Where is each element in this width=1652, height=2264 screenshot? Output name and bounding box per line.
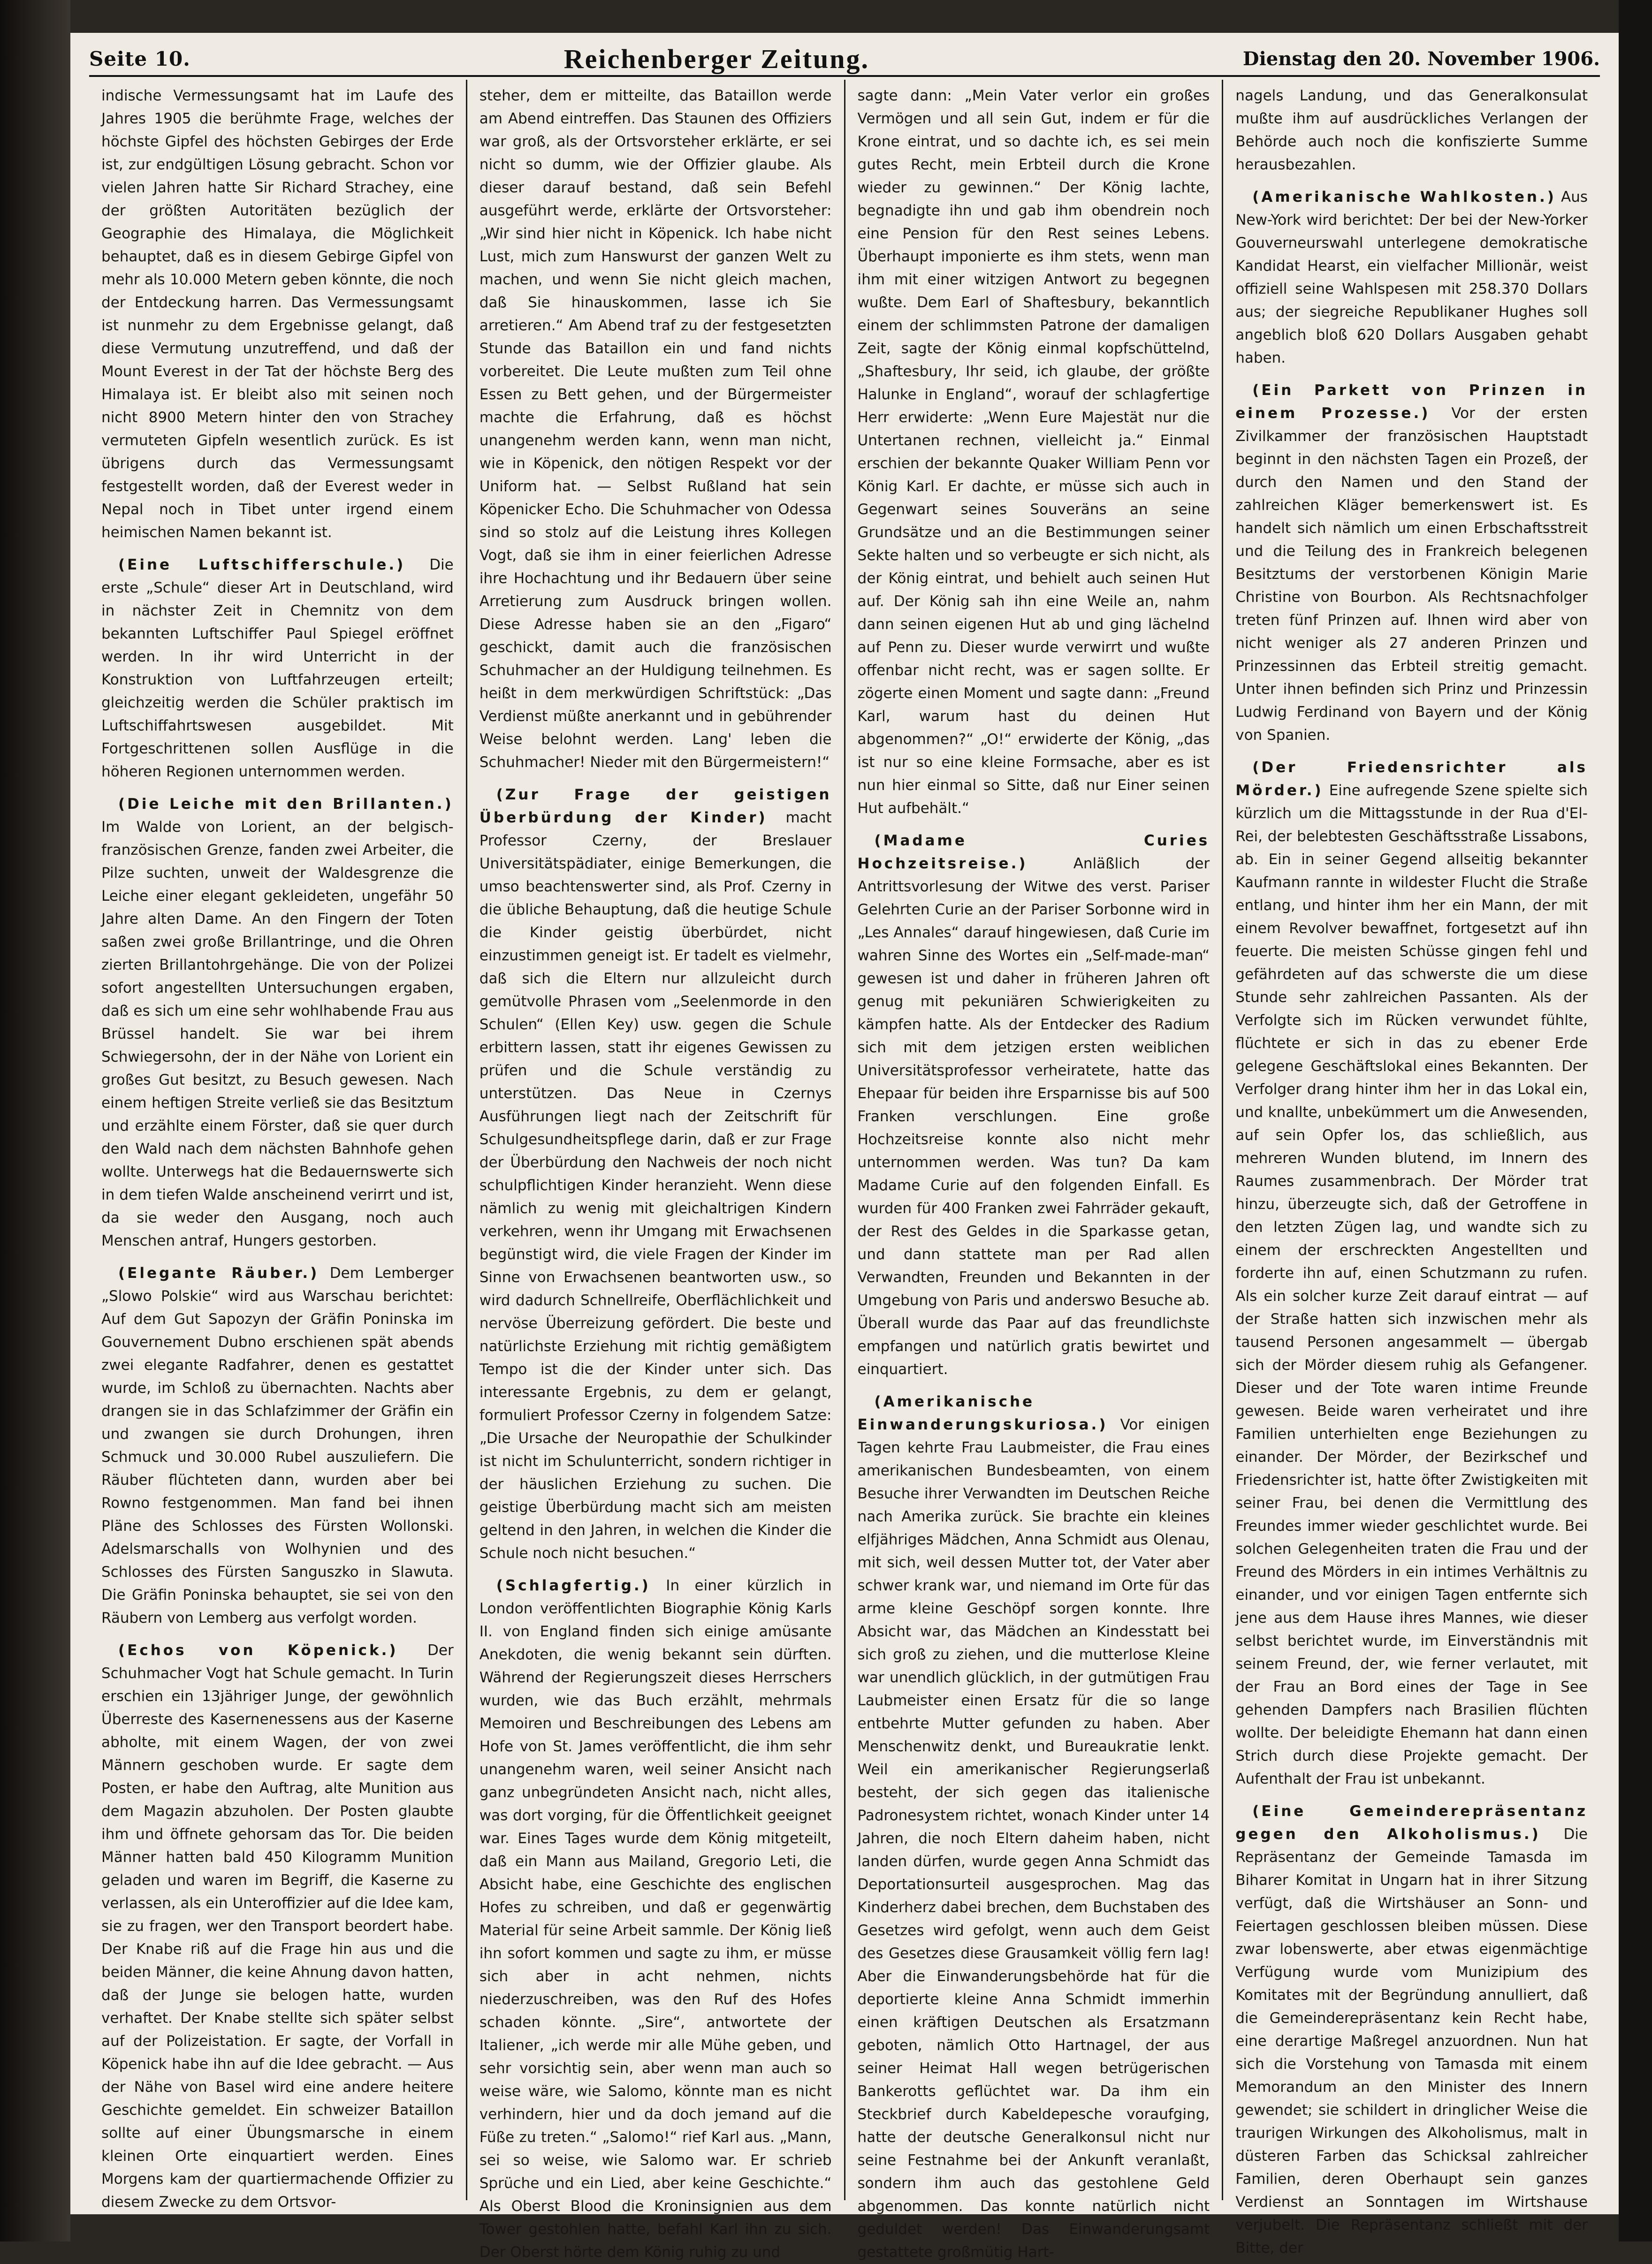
article-text: sagte dann: „Mein Vater verlor ein großes Vermögen und all sein Gut, indem er für die Krone eintrat, und so dachte ich, es sei mein gutes Recht, mein Erbteil durch die Krone wieder zu gewinnen.“ Der König lachte, begnadigte ihn und gab ihm obendrein noch eine Pension für den Rest seines Lebens. Überhaupt imponierte es ihm stets, wenn man ihm mit einer witzigen Antwort zu begegnen wußte. Dem Earl of Shaftesbury, bekanntlich einem der schlimmsten Patrone der damaligen Zeit, sagte der König einmal kopfschüttelnd, „Shaftesbury, Ihr seid, ich glaube, der größte Halunke in England“, worauf der schlagfertige Herr erwiderte: „Wenn Eure Majestät nur die Untertanen rechnen, vielleicht ja.“ Einmal erschien der bekannte Quaker William Penn vor König Karl. Er dachte, er müsse sich auch in Gegenwart seines Souveräns an seine Grundsätze und an die Bestimmungen seiner Sekte halten und so verbeugte er sich nicht, als der König eintrat, und behielt auch seinen Hut auf. Der König sah ihn eine Weile an, nahm dann seinen eigenen Hut ab und ging lächelnd auf Penn zu. Dieser wurde verwirrt und wußte offenbar nicht recht, was er sagen sollte. Er zögerte einen Moment und sagte dann: „Freund Karl, warum hast du deinen Hut abgenommen?“ „O!“ erwiderte der König, „das ist nur so eine kleine Formsache, aber es ist nun hier einmal so Sitte, daß nur Einer seinen Hut aufbehält.“ bbox=[857, 87, 1210, 817]
column-1 bbox=[89, 80, 467, 2211]
article-heading: (Amerikanische Wahlkosten.) bbox=[1252, 189, 1556, 205]
article-heading: (Schlagfertig.) bbox=[496, 1577, 651, 1594]
article-paragraph bbox=[101, 1262, 454, 1630]
article-heading: (Elegante Räuber.) bbox=[118, 1265, 320, 1282]
article-text: indische Vermessungsamt hat im Laufe des Jahres 1905 die berühmte Frage, welches der höchste Gipfel des höchsten Gebirges der Erde ist, zur endgültigen Lösung gebracht. Schon vor vielen Jahren hatte Sir Richard Strachey, eine der größten Autoritäten bezüglich der Geographie des Himalaya, die Möglichkeit behauptet, daß es in diesem Gebirge Gipfel von mehr als 10.000 Metern geben könnte, die noch der Entdeckung harren. Das Vermessungsamt ist nunmehr zu dem Ergebnisse gelangt, daß diese Vermutung unzutreffend, und daß der Mount Everest in der Tat der höchste Berg des Himalaya ist. Er bleibt also mit seinen noch nicht 8900 Metern hinter den von Strachey vermuteten Gipfeln wesentlich zurück. Es ist übrigens durch das Vermessungsamt festgestellt worden, daß der Everest weder in Nepal noch in Tibet unter irgend einem heimischen Namen bekannt ist. bbox=[101, 87, 454, 541]
masthead bbox=[89, 42, 1600, 77]
article-paragraph bbox=[1235, 756, 1588, 1791]
scan-edge-right bbox=[1619, 0, 1652, 2241]
article-text: Vor einigen Tagen kehrte Frau Laubmeister, die Frau eines amerikanischen Bundesbeamten, von einem Besuche ihrer Verwandten im Deutschen Reiche nach Amerika zurück. Sie brachte ein kleines elfjähriges Mädchen, Anna Schmidt aus Olenau, mit sich, weil dessen Mutter tot, der Vater aber schwer krank war, und niemand im Orte für das arme kleine Geschöpf sorgen konnte. Ihre Absicht war, das Mädchen an Kindesstatt bei sich groß zu ziehen, und die mutterlose Kleine war unendlich glücklich, in der gutmütigen Frau Laubmeister einen Ersatz für die so lange entbehrte Mutter gefunden zu haben. Aber Menschenwitz denkt, und Bureaukratie lenkt. Weil ein amerikanischer Regierungserlaß besteht, der sich gegen das italienische Padronesystem richtet, wonach Kinder unter 14 Jahren, die noch Eltern daheim haben, nicht landen dürfen, wurde gegen Anna Schmidt das Deportationsurteil ausgesprochen. Mag das Kinderherz dabei brechen, dem Buchstaben des Gesetzes wird gefolgt, wenn auch dem Geist des Gesetzes diese Grausamkeit völlig fern lag! Aber die Einwanderungsbehörde hat für die deportierte kleine Anna Schmidt immerhin einen kräftigen Deutschen als Ersatzmann geboten, nämlich Otto Hartnagel, der aus seiner Heimat Hall wegen betrügerischen Bankerotts geflüchtet war. Da ihm ein Steckbrief durch Kabeldepesche voraufging, hatte der deutsche Generalkonsul nicht nur seine Festnahme bei der Ankunft veranlaßt, sondern ihm auch das gestohlene Geld abgenommen. Das konnte natürlich nicht geduldet werden! Das Einwanderungsamt gestattete großmütig Hart- bbox=[857, 1416, 1210, 2261]
newspaper-title: Reichenberger Zeitung. bbox=[563, 43, 870, 74]
column-2 bbox=[467, 80, 845, 2261]
article-text: Im Walde von Lorient, an der belgisch-französischen Grenze, fanden zwei Arbeiter, die Pilze suchten, unweit der Waldesgrenze die Leiche einer elegant gekleideten, ungefähr 50 Jahre alten Dame. An den Fingern der Toten saßen zwei große Brillantringe, und die Ohren zierten Brillantohrgehänge. Die von der Polizei sofort angestellten Untersuchungen ergaben, daß es sich um eine sehr wohlhabende Frau aus Brüssel handelt. Sie war bei ihrem Schwiegersohn, der in der Nähe von Lorient ein großes Gut besitzt, zu Besuch gewesen. Nach einem heftigen Streite verließ sie das Besitztum und erzählte einem Förster, daß sie quer durch den Wald nach dem nächsten Bahnhofe gehen wollte. Unterwegs hat die Bedauernswerte sich in dem tiefen Walde anscheinend verirrt und ist, da sie weder den Ausgang, noch auch Menschen antraf, Hungers gestorben. bbox=[101, 819, 454, 1249]
article-text: Dem Lemberger „Slowo Polskie“ wird aus Warschau berichtet: Auf dem Gut Sapozyn der Gräfin Poninska im Gouvernement Dubno erschienen spät abends zwei elegante Radfahrer, denen es gestattet wurde, im Schloß zu übernachten. Nachts aber drangen sie in das Schlafzimmer der Gräfin ein und zwangen sie durch Drohungen, ihren Schmuck und 30.000 Rubel auszuliefern. Die Räuber flüchteten dann, wurden aber bei Rowno festgenommen. Man fand bei ihnen Pläne des Schlosses des Fürsten Wollonski. Adelsmarschalls von Wolhynien und des Schlosses des Fürsten Sanguszko in Slawuta. Die Gräfin Poninska behauptet, sie sei von den Räubern von Lemberg aus verfolgt worden. bbox=[101, 1265, 454, 1626]
article-paragraph bbox=[1235, 379, 1588, 747]
newspaper-page bbox=[70, 33, 1619, 2261]
article-paragraph bbox=[1235, 186, 1588, 370]
article-heading: (Echos von Köpenick.) bbox=[118, 1642, 398, 1659]
article-heading: (Der Friedensrichter als Mörder.) bbox=[1235, 759, 1588, 799]
article-paragraph bbox=[101, 793, 454, 1253]
article-paragraph bbox=[480, 783, 832, 1565]
article-text: Die Repräsentanz der Gemeinde Tamasda im Biharer Komitat in Ungarn hat in ihrer Sitzung verfügt, daß die Wirtshäuser an Sonn- und Feiertagen geschlossen bleiben müssen. Diese zwar lobenswerte, aber etwas eigenmächtige Verfügung wurde vom Munizipium des Komitates mit der Begründung annulliert, daß die Gemeinderepräsentanz kein Recht habe, eine derartige Maßregel anzuordnen. Nun hat sich die Vorstehung von Tamasda mit einem Memorandum an den Minister des Innern gewendet; sie schildert in dringlicher Weise die traurigen Wirkungen des Alkoholismus, malt in düsteren Farben das Schicksal zahlreicher Familien, deren Oberhaupt sein ganzes Verdienst an Sonntagen im Wirtshause verjubelt. Die Repräsentanz schließt mit der Bitte, der bbox=[1235, 1826, 1588, 2256]
article-paragraph bbox=[858, 1390, 1210, 2264]
article-heading: (Ein Parkett von Prinzen in einem Prozesse.) bbox=[1235, 382, 1588, 422]
article-paragraph bbox=[1235, 1800, 1588, 2260]
article-heading: (Eine Gemeinderepräsentanz gegen den Alkoholismus.) bbox=[1235, 1803, 1588, 1843]
article-heading: (Eine Luftschifferschule.) bbox=[118, 556, 406, 573]
article-text: Der Schuhmacher Vogt hat Schule gemacht. In Turin erschien ein 13jähriger Junge, der gewöhnlich Überreste des Kasernenessens aus der Kaserne abholte, mit einem Wagen, der von zwei Männern geschoben wurde. Er sagte dem Posten, er habe den Auftrag, alte Munition aus dem Magazin abzuholen. Der Posten glaubte ihm und öffnete gehorsam das Tor. Die beiden Männer hatten bald 450 Kilogramm Munition geladen und waren im Begriff, die Kaserne zu verlassen, als ein Unteroffizier auf die Idee kam, sie zu fragen, wer den Transport beordert habe. Der Knabe riß auf die Frage hin aus und die beiden Männer, die keine Ahnung davon hatten, daß der Junge sie belogen hatte, wurden verhaftet. Der Knabe stellte sich später selbst auf der Polizeistation. Er sagte, der Vorfall in Köpenick habe ihn auf die Idee gebracht. — Aus der Nähe von Basel wird eine andere heitere Geschichte gemeldet. Ein schweizer Bataillon sollte auf einer Übungsmarsche in einem kleinen Orte einquartiert werden. Eines Morgens kam der quartiermachende Offizier zu diesem Zwecke zu dem Ortsvor- bbox=[101, 1642, 454, 2211]
article-columns bbox=[89, 80, 1600, 2261]
article-text: steher, dem er mitteilte, das Bataillon werde am Abend eintreffen. Das Staunen des Offiziers war groß, als der Ortsvorsteher erklärte, er sei nicht so dumm, wie der Offizier glaube. Als dieser darauf bestand, daß sein Befehl ausgeführt werde, erklärte der Ortsvorsteher: „Wir sind hier nicht in Köpenick. Ich habe nicht Lust, mich zum Hanswurst der ganzen Welt zu machen, und wenn Sie nicht gleich machen, daß Sie hinauskommen, lasse ich Sie arretieren.“ Am Abend traf zu der festgesetzten Stunde das Bataillon ein und fand nichts vorbereitet. Die Leute mußten zum Teil ohne Essen zu Bett gehen, und der Bürgermeister machte die Erfahrung, daß es höchst unangenehm werden kann, wenn man nicht, wie in Köpenick, den nötigen Respekt vor der Uniform hat. — Selbst Rußland hat sein Köpenicker Echo. Die Schuhmacher von Odessa sind so stolz auf die Leistung ihres Kollegen Vogt, daß sie ihm in einer feierlichen Adresse ihre Hochachtung und ihr Bedauern über seine Arretierung zum Ausdruck bringen wollen. Diese Adresse haben sie an den „Figaro“ geschickt, damit auch die französischen Schuhmacher an der Huldigung teilnehmen. Es heißt in dem merkwürdigen Schriftstück: „Das Verdienst müßte anerkannt und in gebührender Weise belohnt werden. Lang' leben die Schuhmacher! Nieder mit den Bürgermeistern!“ bbox=[479, 87, 832, 771]
article-text: Aus New-York wird berichtet: Der bei der New-Yorker Gouverneurswahl unterlegene demokratische Kandidat Hearst, ein vielfacher Millionär, weist offiziell seine Wahlspesen mit 258.370 Dollars aus; der siegreiche Republikaner Hughes soll angeblich bloß 620 Dollars Ausgaben gehabt haben. bbox=[1235, 189, 1588, 366]
scan-edge-left bbox=[0, 0, 70, 2241]
article-heading: (Zur Frage der geistigen Überbürdung der Kinder) bbox=[479, 786, 832, 826]
article-text: macht Professor Czerny, der Breslauer Universitätspädiater, einige Bemerkungen, die umso beachtenswerter sind, als Prof. Czerny in die übliche Behauptung, daß die heutige Schule die Kinder geistig überbürdet, nicht einzustimmen geneigt ist. Er tadelt es vielmehr, daß sich die Eltern nur allzuleicht durch gemütvolle Phrasen vom „Seelenmorde in den Schulen“ (Ellen Key) usw. gegen die Schule erbittern lassen, statt ihr eigenes Gewissen zu prüfen und die Schule verständig zu unterstützen. Das Neue in Czernys Ausführungen liegt nach der Zeitschrift für Schulgesundheitspflege darin, daß er zur Frage der Überbürdung den Nachweis der noch nicht schulpflichtigen Kinder heranzieht. Wenn diese nämlich zu wenig mit gleichaltrigen Kindern verkehren, wenn ihr Umgang mit Erwachsenen begünstigt wird, die viele Fragen der Kinder im Sinne von Erwachsenen beantworten usw., so wird dadurch Schnellreife, Oberflächlichkeit und nervöse Überreizung gefördert. Die beste und natürlichste Erziehung mit richtig gemäßigtem Tempo ist die der Kinder unter sich. Das interessante Ergebnis, zu dem er gelangt, formuliert Professor Czerny in folgendem Satze: „Die Ursache der Neuropathie der Schulkinder ist nicht im Schulunterricht, sondern richtiger in der häuslichen Erziehung zu suchen. Die geistige Überbürdung macht sich am meisten geltend in den Jahren, in welchen die Kinder die Schule noch nicht besuchen.“ bbox=[479, 809, 832, 1562]
article-paragraph bbox=[858, 829, 1210, 1381]
column-4 bbox=[1223, 80, 1600, 2256]
column-3 bbox=[845, 80, 1224, 2261]
article-paragraph bbox=[1235, 84, 1588, 176]
article-paragraph bbox=[480, 1574, 832, 2264]
issue-date: Dienstag den 20. November 1906. bbox=[1242, 47, 1600, 70]
article-paragraph bbox=[101, 84, 454, 544]
article-text: Die erste „Schule“ dieser Art in Deutschland, wird in nächster Zeit in Chemnitz von dem bekannten Luftschiffer Paul Spiegel eröffnet werden. In ihr wird Unterricht in der Konstruktion von Luftfahrzeugen erteilt; gleichzeitig werden die Schüler praktisch im Luftschiffahrtswesen ausgebildet. Mit Fortgeschrittenen sollen Ausflüge in die höheren Regionen unternommen werden. bbox=[101, 556, 454, 780]
article-text: Anläßlich der Antrittsvorlesung der Witwe des verst. Pariser Gelehrten Curie an der Pariser Sorbonne wird in „Les Annales“ darauf hingewiesen, daß Curie im wahren Sinne des Wortes ein „Self-made-man“ gewesen ist und daher in früheren Jahren oft genug mit pekuniären Schwierigkeiten zu kämpfen hatte. Als der Entdecker des Radium sich mit dem jetzigen ersten weiblichen Universitätsprofessor verheiratete, hatte das Ehepaar für beiden ihre Ersparnisse bis auf 500 Franken verschlungen. Eine große Hochzeitsreise konnte also nicht mehr unternommen werden. Was tun? Da kam Madame Curie auf den folgenden Einfall. Es wurden für 400 Franken zwei Fahrräder gekauft, der Rest des Geldes in die Sparkasse getan, und dann stattete man per Rad allen Verwandten, Freunden und Bekannten in der Umgebung von Paris und anderswo Besuche ab. Überall wurde das Paar auf das freundlichste empfangen und natürlich gratis bewirtet und einquartiert. bbox=[857, 855, 1210, 1378]
article-text: Vor der ersten Zivilkammer der französischen Hauptstadt beginnt in den nächsten Tagen ein Prozeß, der durch den Namen und den Stand der zahlreichen Kläger bemerkenswert ist. Es handelt sich nämlich um einen Erbschaftsstreit und die Teilung des in Frankreich belegenen Besitztums der verstorbenen Königin Marie Christine von Bourbon. Als Rechtsnachfolger treten fünf Prinzen auf. Ihnen wird aber von nicht weniger als 27 anderen Prinzen und Prinzessinnen das Erbteil streitig gemacht. Unter ihnen befinden sich Prinz und Prinzessin Ludwig Ferdinand von Bayern und der König von Spanien. bbox=[1235, 405, 1588, 744]
article-heading: (Madame Curies Hochzeitsreise.) bbox=[857, 832, 1210, 872]
article-text: Eine aufregende Szene spielte sich kürzlich um die Mittagsstunde in der Rua d'El-Rei, der belebtesten Geschäftsstraße Lissabons, ab. Ein in seiner Gegend allseitig bekannter Kaufmann rannte in wildester Flucht die Straße entlang, und hinter ihm her ein Mann, der mit einem Revolver bewaffnet, fortgesetzt auf ihn feuerte. Die meisten Schüsse gingen fehl und gefährdeten auf das schwerste die um diese Stunde sehr zahlreichen Passanten. Als der Verfolgte sich im Rücken verwundet fühlte, flüchtete er sich in das zu ebener Erde gelegene Geschäftslokal eines Bekannten. Der Verfolger drang hinter ihm her in das Lokal ein, und knallte, unbekümmert um die Anwesenden, auf sein Opfer los, das schließlich, aus mehreren Wunden blutend, im Innern des Raumes zusammenbrach. Der Mörder trat hinzu, überzeugte sich, daß der Getroffene in den letzten Zügen lag, und wandte sich zu einem der erschreckten Angestellten und forderte ihn auf, einen Schutzmann zu rufen. Als ein solcher kurze Zeit darauf eintrat — auf der Straße hatten sich inzwischen mehr als tausend Personen angesammelt — übergab sich der Mörder diesem ruhig als Gefangener. Dieser und der Tote waren intime Freunde gewesen. Beide waren verheiratet und ihre Familien unterhielten enge Beziehungen zu einander. Der Mörder, der Bezirkschef und Friedensrichter ist, hatte öfter Zwistigkeiten mit seiner Frau, bei denen die Vermittlung des Freundes immer wieder geschlichtet wurde. Bei solchen Gelegenheiten traten die Frau und der Freund des Mörders in ein intimes Verhältnis zu einander, und vor einigen Tagen entfernte sich jene aus dem Hause ihres Mannes, wie dieser selbst berichtet wurde, im Einverständnis mit seinem Freund, der, wie ferner verlautet, mit der Frau an Bord eines der Tage in See gehenden Dampfers nach Brasilien flüchten wollte. Der beleidigte Ehemann hat dann einen Strich durch diese Projekte gemacht. Der Aufenthalt der Frau ist unbekannt. bbox=[1235, 782, 1588, 1787]
article-heading: (Amerikanische Einwanderungskuriosa.) bbox=[857, 1393, 1108, 1433]
article-paragraph bbox=[480, 84, 832, 774]
article-text: In einer kürzlich in London veröffentlichten Biographie König Karls II. von England finden sich einige amüsante Anekdoten, die wenig bekannt sein dürften. Während der Regierungszeit dieses Herrschers wurden, wie das Buch erzählt, mehrmals Memoiren und Beschreibungen des Lebens am Hofe von St. James veröffentlicht, die ihm sehr unangenehm waren, weil seiner Ansicht nach ganz unbegründeten Ansicht nach, nicht alles, was dort vorging, für die Öffentlichkeit geeignet war. Eines Tages wurde dem König mitgeteilt, daß ein Mann aus Mailand, Gregorio Leti, die Absicht habe, eine Geschichte des englischen Hofes zu schreiben, und daß er gegenwärtig Material für seine Arbeit sammle. Der König ließ ihn sofort kommen und sagte zu ihm, er müsse sich aber in acht nehmen, nichts niederzuschreiben, was den Ruf des Hofes schaden könnte. „Sire“, antwortete der Italiener, „ich werde mir alle Mühe geben, und sehr vorsichtig sein, aber wenn man auch so weise wäre, wie Salomo, könnte man es nicht verhindern, hier und da doch jemand auf die Füße zu treten.“ „Salomo!“ rief Karl aus. „Mann, sei so weise, wie Salomo war. Er schrieb Sprüche und ein Lied, aber keine Geschichte.“ Als Oberst Blood die Kroninsignien aus dem Tower gestohlen hatte, befahl Karl ihn zu sich. Der Oberst hörte dem König ruhig zu und bbox=[479, 1577, 832, 2261]
page-number: Seite 10. bbox=[89, 47, 190, 70]
article-paragraph bbox=[101, 1639, 454, 2214]
article-paragraph bbox=[858, 84, 1210, 820]
article-paragraph bbox=[101, 554, 454, 783]
article-heading: (Die Leiche mit den Brillanten.) bbox=[118, 796, 454, 813]
article-text: nagels Landung, und das Generalkonsulat mußte ihm auf ausdrückliches Verlangen der Behörde auch noch die konfiszierte Summe herausbezahlen. bbox=[1235, 87, 1588, 173]
